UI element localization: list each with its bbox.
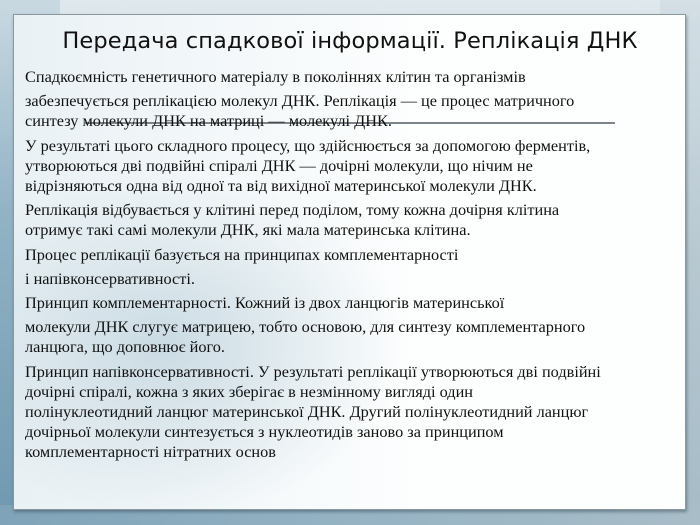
text-line: утворюються дві подвійні спіралі ДНК — дочірні молекули, що нічим не [25,155,533,175]
text-line: Принцип комплементарності. Кожний із двох ланцюгів материнської [25,293,505,313]
text-line: і напівконсервативності. [25,268,195,288]
text-line: У результаті цього складного процесу, що здійснюється за допомогою ферментів, [25,135,591,155]
slide-title: Передача спадкової інформації. Реплікація ДНК [62,28,638,54]
paragraph-replication-definition [25,91,685,131]
paragraph-semiconservative-intro [25,269,685,289]
text-line: синтезу молекули ДНК на матриці — молекулі ДНК. [25,111,392,131]
text-line: молекули ДНК слугує матрицею, тобто основою, для синтезу комплементарного [25,317,586,337]
text-line: отримує такі самі молекули ДНК, які мала материнська клітина. [25,220,471,240]
text-line: Спадкоємність генетичного матеріалу в поколіннях клітин та організмів [25,67,526,86]
text-line: полінуклеотидний ланцюг материнської ДНК. Другий полінуклеотидний ланцюг [25,402,589,422]
paragraph-semiconservative-principle [25,362,685,463]
slide-body [25,67,685,463]
paragraph-complementarity-heading [25,293,685,313]
paragraph-heredity [25,67,685,87]
text-line: забезпечується реплікацією молекул ДНК. Реплікація — це процес матричного [25,91,575,111]
paragraph-replication-timing [25,200,685,240]
text-line: відрізняються одна від одної та від вихідної материнської молекули ДНК. [25,176,537,196]
text-line: дочірні спіралі, кожна з яких зберігає в незмінному вигляді один [25,381,473,401]
text-line: дочірньої молекули синтезується з нуклеотидів заново за принципом [25,422,504,442]
text-line: Реплікація відбувається у клітині перед поділом, тому кожна дочірня клітина [25,200,560,220]
paragraph-replication-result [25,136,685,197]
paragraph-principles [25,245,685,265]
text-line: ланцюга, що доповнює його. [25,337,225,357]
text-line: комплементарності нітратних основ [25,442,276,462]
paragraph-complementarity-body [25,317,685,357]
text-line: Принцип напівконсервативності. У результаті реплікації утворюються дві подвійні [25,361,601,381]
text-line: Процес реплікації базується на принципах комплементарності [25,244,459,264]
